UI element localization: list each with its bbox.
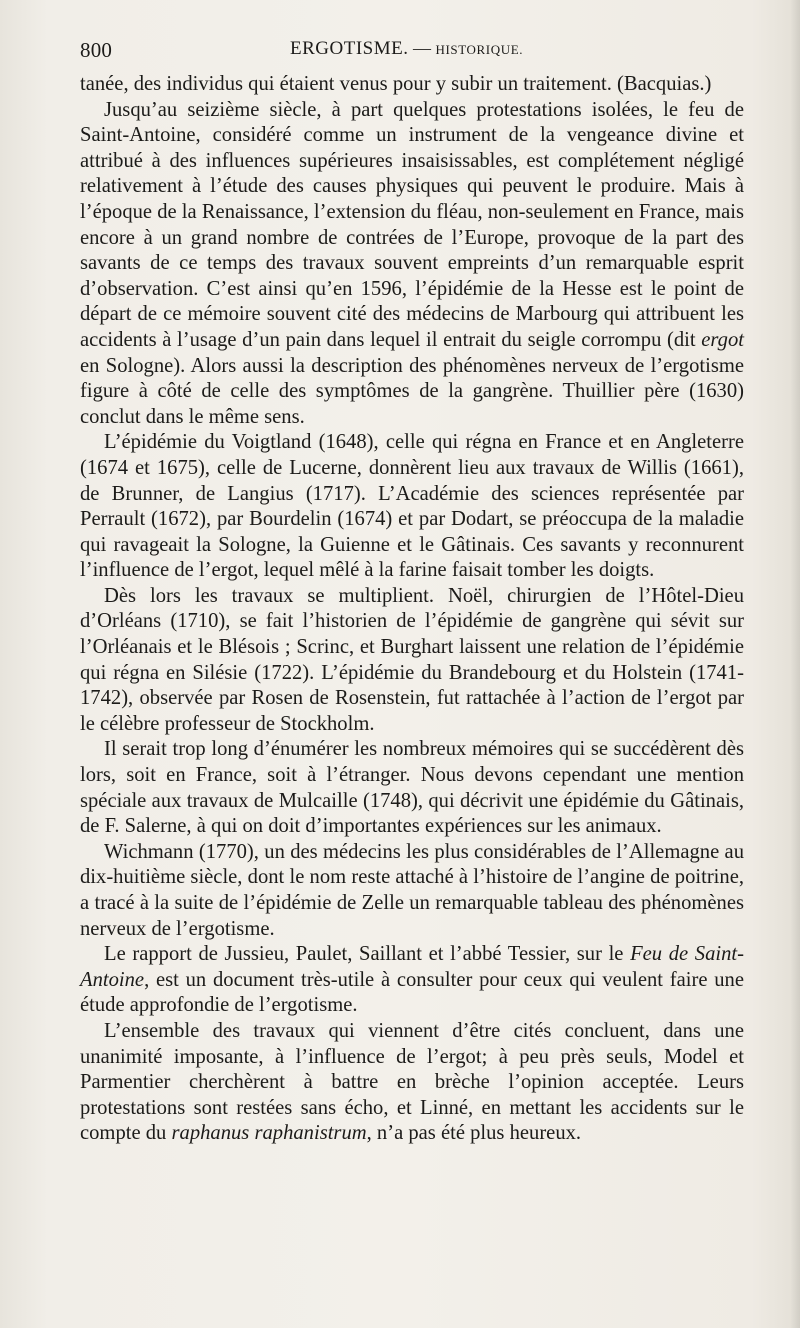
paragraph-7 [80, 942, 744, 1019]
body-text [80, 72, 744, 1147]
paragraph-8-tail: , n’a pas été plus heureux. [366, 1122, 582, 1145]
paragraph-6: Wichmann (1770), un des médecins les plus considérables de l’Allemagne au dix-huitième siècle, dont le nom reste attaché à l’histoire de l’angine de poitrine, a tracé à la suite de l’épidémie de Zelle un remarquable tableau des phénomènes nerveux de l’ergotisme. [80, 840, 744, 940]
paragraph-2 [80, 98, 744, 431]
paragraph-8-text: L’ensemble des travaux qui viennent d’être cités concluent, dans une unanimité imposante, à l’influence de l’ergot; à peu près seuls, Model et Parmentier cherchèrent à battre en brèche l’opinion acceptée. Leurs protestations sont restées sans écho, et Linné, en mettant les accidents sur le compte du [80, 1019, 744, 1145]
paragraph-2-text: Jusqu’au seizième siècle, à part quelques protestations isolées, le feu de Saint-Antoine, considéré comme un instrument de la vengeance divine et attribué à des influences supérieures insaisissables, est complétement négligé relativement à l’étude des causes physiques qui peuvent le produire. Mais à l’époque de la Renaissance, l’extension du fléau, non-seulement en France, mais encore à un grand nombre de contrées de l’Europe, provoque de la part des savants de ce temps des travaux souvent empreints d’un remarquable esprit d’observation. C’est ainsi qu’en 1596, l’épidémie de la Hesse est le point de départ de ce mémoire souvent cité des médecins de Marbourg qui attribuent les accidents à l’usage d’un pain dans lequel il entrait du seigle corrompu (dit [80, 98, 744, 351]
running-title-subtitle: HISTORIQUE. [435, 42, 524, 57]
page-number: 800 [80, 38, 113, 62]
paragraph-4: Dès lors les travaux se multiplient. Noël, chirurgien de l’Hôtel-Dieu d’Orléans (1710), se fait l’historien de l’épidémie de gangrène qui sévit sur l’Orléanais et le Blésois ; Scrinc, et Burghart laissent une relation de l’épidémie qui régna en Silésie (1722). L’épidémie du Brandebourg et du Holstein (1741-1742), observée par Rosen de Rosenstein, fut rattachée à l’action de l’ergot par le célèbre professeur de Stockholm. [80, 584, 744, 735]
paragraph-2-emphasis: ergot [701, 328, 744, 351]
paragraph-7-tail: , est un document très-utile à consulter pour ceux qui veulent faire une étude approfondie de l’ergotisme. [80, 968, 744, 1017]
paragraph-3: L’épidémie du Voigtland (1648), celle qui régna en France et en Angleterre (1674 et 1675), celle de Lucerne, donnèrent lieu aux travaux de Willis (1661), de Brunner, de Langius (1717). L’Académie des sciences représentée par Perrault (1672), par Bourdelin (1674) et par Dodart, se préoccupa de la maladie qui ravageait la Sologne, la Guienne et le Gâtinais. Ces savants y reconnurent l’influence de l’ergot, lequel mêlé à la farine faisait tomber les doigts. [80, 431, 744, 582]
running-title-main: ERGOTISME. [290, 38, 409, 59]
running-title [290, 38, 523, 60]
paragraph-1: tanée, des individus qui étaient venus pour y subir un traitement. (Bacquias.) [80, 73, 712, 95]
paragraph-8-emphasis: raphanus raphanistrum [171, 1122, 367, 1145]
running-title-separator: — [408, 38, 436, 58]
paragraph-7-text: Le rapport de Jussieu, Paulet, Saillant et l’abbé Tessier, sur le [104, 943, 631, 966]
paragraph-2-tail: en Sologne). Alors aussi la description des phénomènes nerveux de l’ergotisme figure à côté de celle des symptômes de la gangrène. Thuillier père (1630) conclut dans le même sens. [80, 354, 744, 428]
paragraph-5: Il serait trop long d’énumérer les nombreux mémoires qui se succédèrent dès lors, soit en France, soit à l’étranger. Nous devons cependant une mention spéciale aux travaux de Mulcaille (1748), qui décrivit une épidémie du Gâtinais, de F. Salerne, à qui on doit d’importantes expériences sur les animaux. [80, 738, 744, 838]
paragraph-7-emphasis: Feu de Saint-Antoine [80, 943, 744, 991]
paragraph-8 [80, 1019, 744, 1147]
page-header [80, 38, 744, 68]
